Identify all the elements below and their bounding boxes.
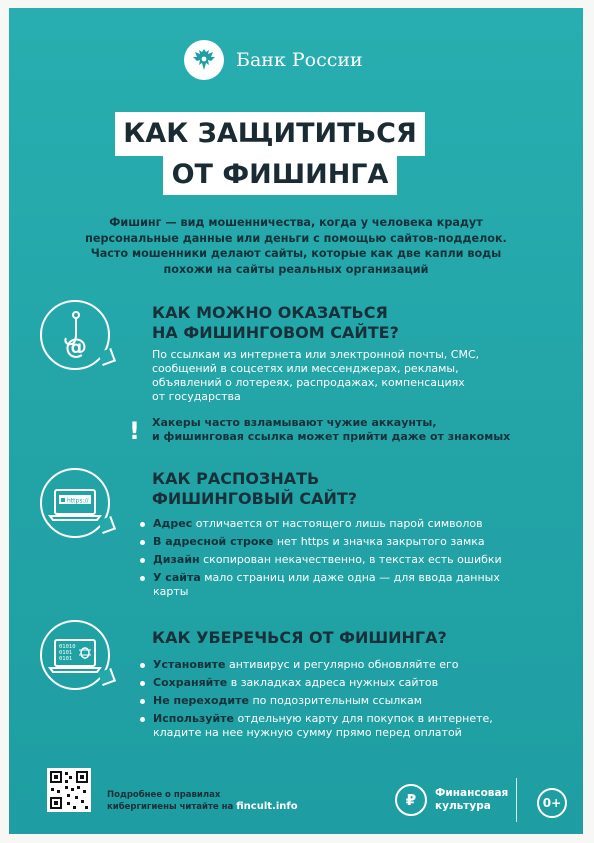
footer-divider (516, 778, 517, 822)
list-item: У сайта мало страниц или даже одна — для ввода данных карты (139, 571, 523, 599)
page-title-line1: КАК ЗАЩИТИТЬСЯ (115, 112, 425, 156)
fincult-link[interactable]: fincult.info (236, 801, 298, 812)
exclamation-icon: ! (129, 417, 140, 445)
section2-list (139, 517, 559, 603)
list-item: В адресной строке нет https и значка закрытого замка (139, 535, 559, 549)
warning-line: и фишинговая ссылка может прийти даже от знакомых (152, 430, 511, 443)
list-item: Дизайн скопирован некачественно, в текстах есть ошибки (139, 553, 559, 567)
age-rating-badge: 0+ (537, 788, 567, 818)
qr-code-icon[interactable] (47, 768, 91, 812)
footer-text (107, 790, 298, 813)
poster (9, 8, 583, 834)
section1-body-line: от государства (152, 390, 241, 403)
list-item: Используйте отдельную карту для покупок в интернете, кладите на нее нужную сумму прямо перед оплатой (139, 712, 533, 740)
binary-line: 0101 (59, 656, 73, 662)
intro-text (79, 215, 513, 277)
list-item: Не переходите по подозрительным ссылкам (139, 694, 559, 708)
section2-title-line: КАК РАСПОЗНАТЬ (152, 469, 320, 488)
svg-text:@: @ (65, 335, 87, 360)
section1-title (152, 303, 399, 343)
list-item: Установите антивирус и регулярно обновляйте его (139, 658, 559, 672)
list-item: Адрес отличается от настоящего лишь парой символов (139, 517, 559, 531)
section2-title-line: ФИШИНГОВЫЙ САЙТ? (152, 489, 358, 508)
intro-line: Часто мошенники делают сайты, которые как две капли воды (90, 247, 502, 260)
double-headed-eagle-icon (184, 40, 224, 80)
fishing-hook-at-icon (40, 300, 110, 370)
list-item: Сохраняйте в закладках адреса нужных сайтов (139, 676, 559, 690)
bank-logo (184, 38, 363, 82)
section1-body-line: объявлений о лотереях, распродажах, компенсациях (152, 376, 465, 389)
brand-name: Банк России (236, 49, 363, 71)
binary-line: 01010 (59, 644, 76, 650)
intro-line: Фишинг — вид мошенничества, когда у человека крадут (109, 216, 483, 229)
section1-body-line: сообщений в соцсетях или мессенджерах, рекламы, (152, 362, 459, 375)
footer-line: Подробнее о правилах (107, 790, 221, 800)
https-label: https:// (67, 497, 89, 505)
section1-body-line: По ссылкам из интернета или электронной почты, СМС, (152, 348, 480, 361)
ruble-icon: ₽ (395, 784, 427, 816)
section1-title-line: НА ФИШИНГОВОМ САЙТЕ? (152, 323, 399, 342)
section3-title: КАК УБЕРЕЧЬСЯ ОТ ФИШИНГА? (152, 628, 447, 647)
page-title-line2: ОТ ФИШИНГА (163, 154, 397, 195)
section2-title (152, 469, 357, 509)
intro-line: похожи на сайты реальных организаций (163, 262, 429, 276)
section1-warning (152, 416, 510, 444)
intro-line: персональные данные или деньги с помощью сайтов-подделок. (85, 231, 507, 245)
section1-body (152, 348, 479, 404)
footer-line: кибергигиены читайте на fincult.info (107, 801, 298, 812)
fc-line: культура (435, 800, 491, 812)
binary-line: 0101 (59, 650, 73, 656)
laptop-bug-icon (40, 620, 110, 690)
financial-culture-logo (395, 784, 508, 816)
section1-title-line: КАК МОЖНО ОКАЗАТЬСЯ (152, 303, 388, 322)
section3-list (139, 658, 559, 744)
fc-line: Финансовая (435, 787, 509, 799)
warning-line: Хакеры часто взламывают чужие аккаунты, (152, 416, 437, 429)
laptop-lock-icon (40, 468, 110, 538)
